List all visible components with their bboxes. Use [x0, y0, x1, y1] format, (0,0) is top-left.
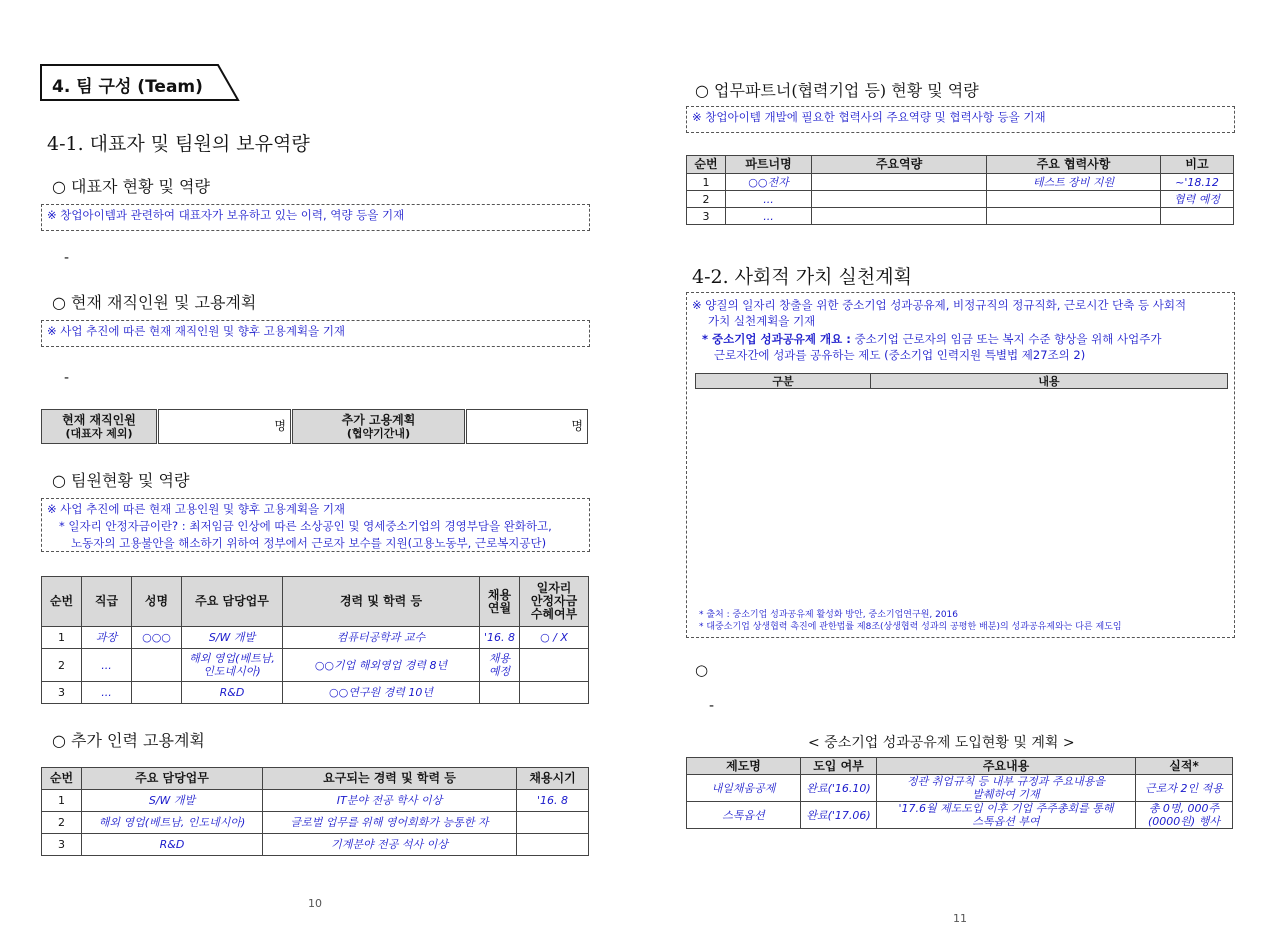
team-note-line-2: * 일자리 안정자금이란? : 최저임금 인상에 따른 소상공인 및 영세중소기업의 경영부담을 완화하고,: [59, 519, 552, 533]
team-cell[interactable]: ○ / X: [520, 627, 589, 649]
partner-header-4: 비고: [1161, 156, 1234, 174]
partner-table: [686, 155, 1234, 225]
profit-sharing-types-table: [695, 373, 1228, 389]
source-note-2: * 대중소기업 상생협력 촉진에 관한법률 제8조(상생협력 성과의 공평한 배분)의 성과공유제와는 다른 제도임: [699, 622, 1122, 632]
plan-cell[interactable]: 완료('17.06): [801, 802, 877, 829]
plan-header-0: 제도명: [687, 758, 801, 775]
partner-heading: ○ 업무파트너(협력기업 등) 현황 및 역량: [695, 81, 979, 100]
plan-cell[interactable]: 내일채움공제: [687, 775, 801, 802]
empty-dash: -: [709, 698, 715, 714]
hire-cell[interactable]: '16. 8: [517, 790, 589, 812]
partner-cell[interactable]: [812, 191, 987, 208]
team-row: [42, 649, 589, 682]
hire-header-3: 채용시기: [517, 768, 589, 790]
partner-cell[interactable]: 2: [687, 191, 726, 208]
partner-cell[interactable]: [812, 174, 987, 191]
partner-cell[interactable]: [987, 208, 1161, 225]
plan-table-header: [687, 758, 1233, 775]
plan-table-caption: < 중소기업 성과공유제 도입현황 및 계획 >: [808, 735, 1075, 751]
plan-cell[interactable]: 스톡옵션: [687, 802, 801, 829]
team-row: [42, 682, 589, 704]
plan-cell[interactable]: 근로자 2인 적용: [1136, 775, 1233, 802]
hire-cell[interactable]: 2: [42, 812, 82, 834]
hire-row: [42, 790, 589, 812]
staff-dash: -: [64, 370, 70, 386]
team-cell[interactable]: R&D: [182, 682, 283, 704]
team-cell[interactable]: [480, 682, 520, 704]
team-heading: ○ 팀원현황 및 역량: [52, 471, 190, 490]
partner-header-0: 순번: [687, 156, 726, 174]
team-cell[interactable]: ...: [82, 682, 132, 704]
hire-cell[interactable]: [517, 834, 589, 856]
staff-summary-table: [41, 409, 588, 444]
section-title-box: [40, 64, 240, 102]
team-cell[interactable]: [132, 682, 182, 704]
social-note-2b: 근로자간에 성과를 공유하는 제도 (중소기업 인력지원 특별법 제27조의 2): [714, 348, 1086, 362]
team-cell[interactable]: ○○○: [132, 627, 182, 649]
partner-header-1: 파트너명: [726, 156, 812, 174]
social-note-2: * 중소기업 성과공유제 개요 : 중소기업 근로자의 임금 또는 복지 수준 향상을 위해 사업주가: [702, 332, 1162, 346]
plan-cell[interactable]: '17.6월 제도도입 이후 기업 주주총회를 통해 스톡옵션 부여: [877, 802, 1136, 829]
partner-row: [687, 208, 1234, 225]
partner-cell[interactable]: [1161, 208, 1234, 225]
partner-cell[interactable]: 테스트 장비 지원: [987, 174, 1161, 191]
team-header-1: 직급: [82, 577, 132, 627]
partner-header-2: 주요역량: [812, 156, 987, 174]
hire-cell[interactable]: 1: [42, 790, 82, 812]
team-table-header: [42, 577, 589, 627]
partner-cell[interactable]: ...: [726, 208, 812, 225]
team-cell[interactable]: [132, 649, 182, 682]
hire-table-body: [42, 790, 589, 856]
hire-header-0: 순번: [42, 768, 82, 790]
plan-cell[interactable]: 총 0명, 000주 (0000원) 행사: [1136, 802, 1233, 829]
partner-note: ※ 창업아이템 개발에 필요한 협력사의 주요역량 및 협력사항 등을 기재: [686, 106, 1235, 133]
hire-cell[interactable]: 기계분야 전공 석사 이상: [263, 834, 517, 856]
hire-cell[interactable]: S/W 개발: [82, 790, 263, 812]
ceo-dash: -: [64, 250, 70, 266]
social-note-1b: 가치 실천계획을 기재: [708, 314, 816, 328]
team-cell[interactable]: ○○연구원 경력 10년: [283, 682, 480, 704]
partner-cell[interactable]: ~'18.12: [1161, 174, 1234, 191]
team-table: [41, 576, 589, 704]
plan-cell[interactable]: 정관 취업규칙 등 내부 규정과 주요내용을 발췌하여 기재: [877, 775, 1136, 802]
social-note-1: ※ 양질의 일자리 창출을 위한 중소기업 성과공유제, 비정규직의 정규직화, 근로시간 단축 등 사회적: [692, 298, 1187, 312]
hire-table: [41, 767, 589, 856]
current-staff-label: 현재 재직인원 (대표자 제외): [42, 410, 158, 444]
team-header-4: 경력 및 학력 등: [283, 577, 480, 627]
team-cell[interactable]: 3: [42, 682, 82, 704]
team-cell[interactable]: 해외 영업(베트남, 인도네시아): [182, 649, 283, 682]
partner-row: [687, 174, 1234, 191]
team-header-5: 채용 연월: [480, 577, 520, 627]
hire-plan-value[interactable]: 명: [466, 410, 588, 444]
hire-row: [42, 834, 589, 856]
social-value-box: [686, 292, 1235, 638]
hire-cell[interactable]: IT분야 전공 학사 이상: [263, 790, 517, 812]
team-header-6: 일자리 안정자금 수혜여부: [520, 577, 589, 627]
hire-cell[interactable]: 3: [42, 834, 82, 856]
partner-table-body: [687, 174, 1234, 225]
team-cell[interactable]: S/W 개발: [182, 627, 283, 649]
ceo-heading: ○ 대표자 현황 및 역량: [52, 177, 210, 196]
team-table-body: [42, 627, 589, 704]
plan-row: [687, 775, 1233, 802]
source-note-1: * 출처 : 중소기업 성과공유제 활성화 방안, 중소기업연구원, 2016: [699, 610, 959, 620]
team-cell[interactable]: [520, 649, 589, 682]
ceo-note: ※ 창업아이템과 관련하여 대표자가 보유하고 있는 이력, 역량 등을 기재: [41, 204, 590, 231]
partner-cell[interactable]: [812, 208, 987, 225]
team-note-line-1: ※ 사업 추진에 따른 현재 고용인원 및 향후 고용계획을 기재: [47, 502, 346, 516]
partner-cell[interactable]: 1: [687, 174, 726, 191]
inner-header-content: 내용: [871, 374, 1228, 389]
team-cell[interactable]: '16. 8: [480, 627, 520, 649]
partner-cell[interactable]: ○○전자: [726, 174, 812, 191]
partner-table-header: [687, 156, 1234, 174]
plan-header-3: 실적*: [1136, 758, 1233, 775]
hire-plan-label: 추가 고용계획 (협약기간내): [292, 410, 466, 444]
hire-header-1: 주요 담당업무: [82, 768, 263, 790]
empty-bullet: ○: [695, 661, 709, 679]
partner-header-3: 주요 협력사항: [987, 156, 1161, 174]
team-cell[interactable]: 컴퓨터공학과 교수: [283, 627, 480, 649]
hire-row: [42, 812, 589, 834]
plan-table-body: [687, 775, 1233, 829]
team-header-2: 성명: [132, 577, 182, 627]
subsection-4-2-title: 4-2. 사회적 가치 실천계획: [692, 266, 912, 288]
team-note-line-3: 노동자의 고용불안을 해소하기 위하여 정부에서 근로자 보수를 지원(고용노동부, 근로복지공단): [71, 536, 547, 550]
hire-cell[interactable]: 해외 영업(베트남, 인도네시아): [82, 812, 263, 834]
team-cell[interactable]: 2: [42, 649, 82, 682]
hire-cell[interactable]: R&D: [82, 834, 263, 856]
team-header-3: 주요 담당업무: [182, 577, 283, 627]
partner-cell[interactable]: [987, 191, 1161, 208]
partner-cell[interactable]: ...: [726, 191, 812, 208]
hire-cell[interactable]: 글로벌 업무를 위해 영어회화가 능통한 자: [263, 812, 517, 834]
subsection-4-1-title: 4-1. 대표자 및 팀원의 보유역량: [47, 133, 310, 155]
hire-cell[interactable]: [517, 812, 589, 834]
partner-cell[interactable]: 협력 예정: [1161, 191, 1234, 208]
hire-header-2: 요구되는 경력 및 학력 등: [263, 768, 517, 790]
team-cell[interactable]: [520, 682, 589, 704]
plan-header-1: 도입 여부: [801, 758, 877, 775]
team-note: [41, 498, 590, 552]
page-number-right: 11: [953, 912, 967, 925]
team-cell[interactable]: 1: [42, 627, 82, 649]
staff-note: ※ 사업 추진에 따른 현재 재직인원 및 향후 고용계획을 기재: [41, 320, 590, 347]
page-number-left: 10: [308, 897, 322, 910]
plan-table: [686, 757, 1233, 829]
partner-row: [687, 191, 1234, 208]
team-cell[interactable]: ...: [82, 649, 132, 682]
plan-cell[interactable]: 완료('16.10): [801, 775, 877, 802]
staff-heading: ○ 현재 재직인원 및 고용계획: [52, 293, 257, 312]
team-cell[interactable]: 채용 예정: [480, 649, 520, 682]
inner-header-kind: 구분: [696, 374, 871, 389]
plan-row: [687, 802, 1233, 829]
team-row: [42, 627, 589, 649]
team-cell[interactable]: 과장: [82, 627, 132, 649]
plan-header-2: 주요내용: [877, 758, 1136, 775]
team-cell[interactable]: ○○기업 해외영업 경력 8년: [283, 649, 480, 682]
partner-cell[interactable]: 3: [687, 208, 726, 225]
current-staff-value[interactable]: 명: [158, 410, 292, 444]
hire-heading: ○ 추가 인력 고용계획: [52, 731, 205, 750]
section-title: 4. 팀 구성 (Team): [52, 77, 203, 97]
hire-table-header: [42, 768, 589, 790]
team-header-0: 순번: [42, 577, 82, 627]
